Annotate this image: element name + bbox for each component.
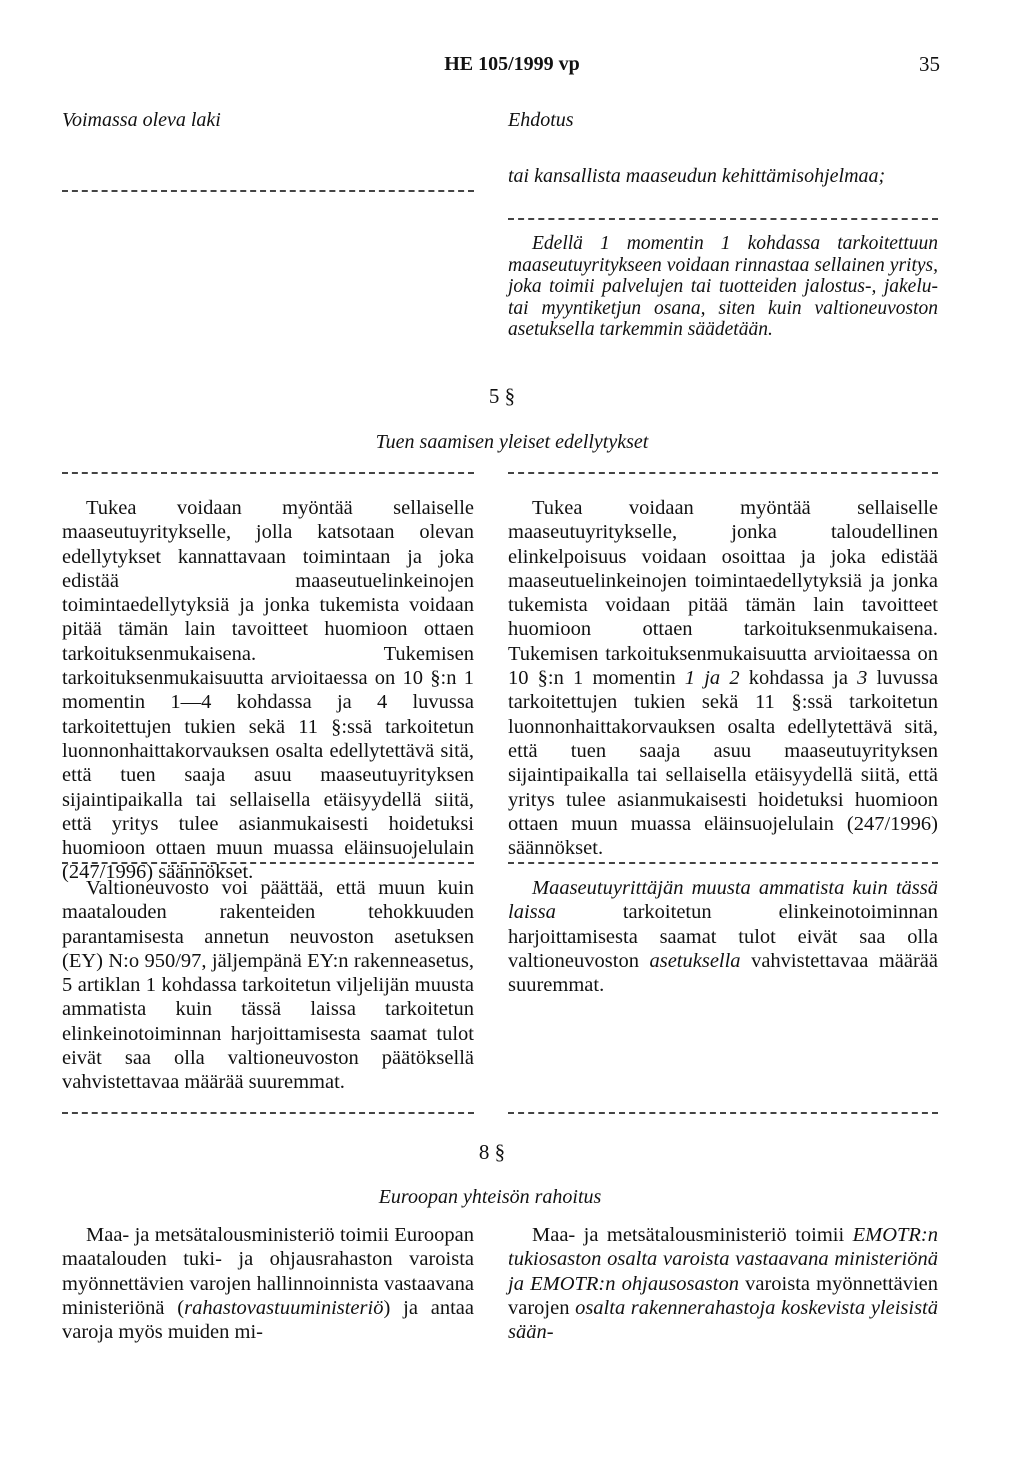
left-column-heading: Voimassa oleva laki bbox=[62, 109, 221, 131]
document-header-title: HE 105/1999 vp bbox=[444, 53, 580, 75]
section-8-title: Euroopan yhteisön rahoitus bbox=[378, 1186, 602, 1208]
text-run: kohdassa ja bbox=[748, 667, 848, 690]
text-run: varoista myönnettävien varojen bbox=[508, 1272, 938, 1319]
omission-dashes-right bbox=[508, 1112, 938, 1114]
text-run: Maa- ja metsätalousministeriö toimii bbox=[532, 1224, 845, 1246]
right-section-5-paragraph-2 bbox=[508, 876, 938, 997]
right-paragraph-related-enterprise: Edellä 1 momentin 1 kohdassa tarkoitettuun maaseutuyritykseen voidaan rinnastaa sellainen yritys, joka toimii palvelujen tai tuotteiden jalostus-, jakelu- tai myyntiketjun osana, siten kuin valtioneuvoston asetuksella tarkemmin säädetään. bbox=[508, 233, 938, 340]
section-8-number bbox=[452, 1140, 532, 1164]
section-5-number bbox=[462, 384, 542, 408]
italic-run: Maaseutuyrittäjän muusta ammatista kuin tässä laissa bbox=[508, 877, 938, 924]
italic-run: EMOTR:n tukiosaston osalta varoista vastaavana ministeriönä ja EMOTR:n ohjausosaston bbox=[508, 1224, 938, 1295]
section-5-title: Tuen saamisen yleiset edellytykset bbox=[375, 431, 649, 453]
text-run: ) ja antaa varoja myös muiden mi- bbox=[62, 1296, 474, 1344]
left-section-8-paragraph bbox=[62, 1223, 474, 1344]
italic-run: rahastovastuuministeriö bbox=[184, 1296, 384, 1319]
left-section-5-paragraph-2: Valtioneuvosto voi päättää, että muun kuin maatalouden rakenteiden tehokkuuden parantamisesta annetun neuvoston asetuksen (EY) N:o 950/97, jäljempänä EY:n rakenneasetus, 5 artiklan 1 kohdassa tarkoitetun viljelijän muusta ammatista kuin tässä laissa tarkoitetun elinkeinotoiminnan harjoittamisesta saamat tulot eivät saa olla valtioneuvoston päätöksellä vahvistettavaa määrää suuremmat. bbox=[62, 877, 474, 1094]
left-section-5-paragraph-1: Tukea voidaan myöntää sellaiselle maaseutuyritykselle, jolla katsotaan olevan edellytykset kannattavaan toimintaan ja joka edistää maaseutuelinkeinojen toimintaedellytyksiä ja jonka tukemista voidaan pitää tämän lain tavoitteet huomioon ottaen tarkoituksenmukaisena. Tukemisen tarkoituksenmukaisuutta arvioitaessa on 10 §:n 1 momentin 1—4 kohdassa ja 4 luvussa tarkoitettujen tukien sekä 11 §:ssä tarkoitetun luonnonhaittakorvauksen osalta edellytettävä sitä, että tuen saaja asuu maaseutuyrityksen sijaintipaikalla tai sellaisella etäisyydellä siitä, että yritys tulee asianmukaisesti hoidetuksi huomioon ottaen muun muassa eläinsuojelulain (247/1996) säännökset. bbox=[62, 497, 474, 884]
text-run: Maa- ja metsätalousministeriö toimii Euroopan maatalouden tuki- ja ohjausrahaston varoista myönnettävien varojen hallinnoinnista vastaavana ministeriönä ( bbox=[62, 1224, 474, 1319]
section-symbol: § bbox=[504, 384, 516, 408]
right-fragment-text: tai kansallista maaseudun kehittämisohjelmaa; bbox=[508, 165, 886, 187]
text-run: Tukea voidaan myöntää sellaiselle maaseutuyritykselle, jonka taloudellinen elinkelpoisuus voidaan osoittaa ja joka edistää maaseutuelinkeinojen toimintaedellytyksiä ja jonka tukemista voidaan pitää tämän lain tavoitteet huomioon ottaen tarkoituksenmukaisena. Tukemisen tarkoituksenmukaisuutta arvioitaessa on 10 §:n 1 momentin bbox=[508, 497, 938, 690]
page-number: 35 bbox=[919, 52, 940, 76]
section-number: 8 bbox=[478, 1140, 490, 1164]
omission-dashes-left bbox=[62, 1112, 474, 1114]
right-section-8-paragraph bbox=[508, 1223, 938, 1344]
section-number: 5 bbox=[488, 384, 500, 408]
text-run: vahvistettavaa määrää suuremmat. bbox=[508, 949, 938, 997]
omission-dashes-right bbox=[508, 862, 938, 864]
right-section-5-paragraph-1 bbox=[508, 496, 938, 860]
italic-run: 3 bbox=[857, 667, 868, 690]
omission-dashes-left bbox=[62, 472, 474, 474]
italic-run: osalta rakennerahastoja koskevista yleisistä sään- bbox=[508, 1296, 939, 1344]
omission-dashes-left bbox=[62, 862, 474, 864]
section-symbol: § bbox=[494, 1140, 506, 1164]
text-run: luvussa tarkoitettujen tukien sekä 11 §:ssä tarkoitetun luonnonhaittakorvauksen osalta edellytettävä sitä, että tuen saaja asuu maaseutuyrityksen sijaintipaikalla tai sellaisella etäisyydellä siitä, että yritys tulee asianmukaisesti hoidetuksi huomioon ottaen muun muassa eläinsuojelulain (247/1996) säännökset. bbox=[508, 667, 939, 860]
omission-dashes-right bbox=[508, 472, 938, 474]
omission-dashes-right bbox=[508, 218, 938, 220]
omission-dashes-left bbox=[62, 190, 474, 192]
text-run: tarkoitetun elinkeinotoiminnan harjoittamisesta saamat tulot eivät saa olla valtioneuvoston bbox=[508, 901, 938, 972]
italic-run: 1 ja 2 bbox=[684, 667, 740, 690]
right-column-heading: Ehdotus bbox=[508, 109, 574, 131]
italic-run: asetuksella bbox=[649, 949, 741, 972]
